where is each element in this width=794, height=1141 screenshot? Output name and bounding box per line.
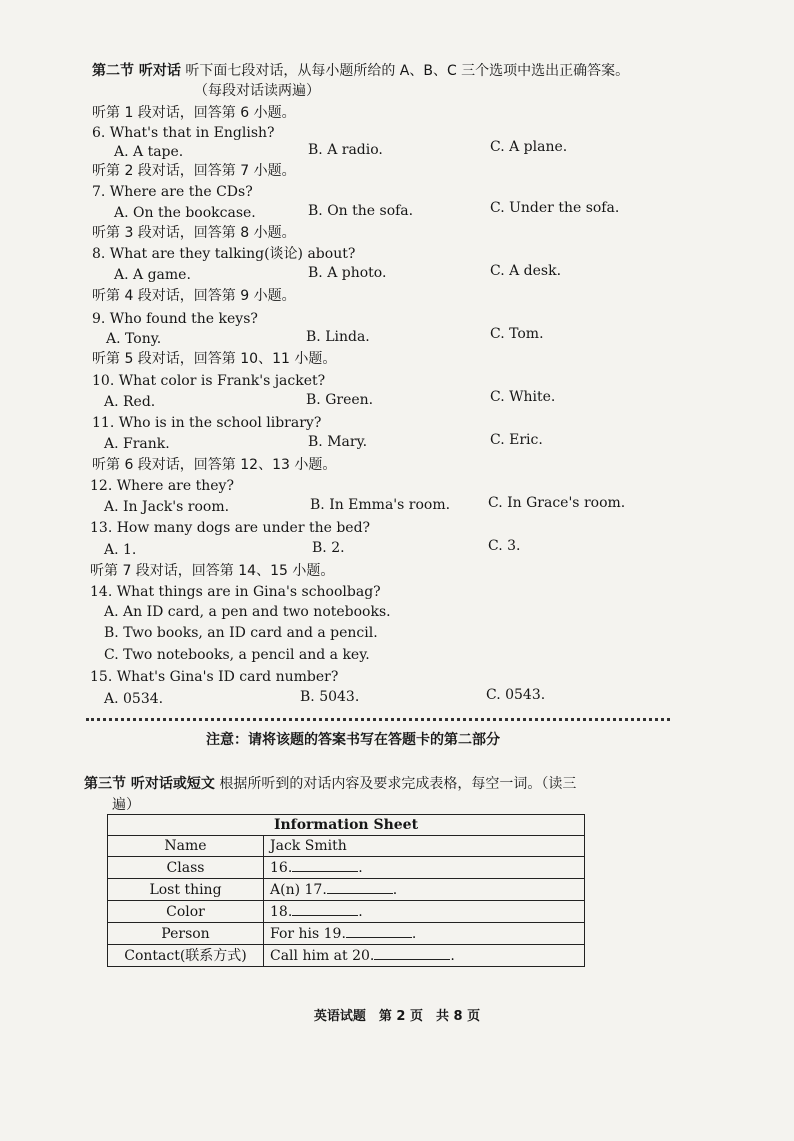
q12-option-a[interactable]: A. In Jack's room.: [104, 499, 230, 515]
question-11: 11. Who is in the school library?: [92, 415, 322, 431]
table-row: [108, 923, 585, 945]
section2-note: （每段对话读两遍）: [194, 83, 320, 99]
blank-18[interactable]: [292, 901, 358, 916]
row-value-name: [264, 836, 585, 857]
q7-option-b[interactable]: B. On the sofa.: [308, 203, 414, 219]
answer-notice: 注意：请将该题的答案书写在答题卡的第二部分: [206, 732, 500, 748]
blank-20[interactable]: [374, 945, 450, 960]
table-title: Information Sheet: [108, 815, 585, 836]
q12-option-c[interactable]: C. In Grace's room.: [488, 495, 626, 511]
q8-option-a[interactable]: A. A game.: [114, 267, 191, 283]
q9-option-a[interactable]: A. Tony.: [106, 331, 162, 347]
dialog-4-intro: 听第 4 段对话，回答第 9 小题。: [92, 288, 296, 304]
dialog-2-intro: 听第 2 段对话，回答第 7 小题。: [92, 163, 296, 179]
lost-thing-suffix: .: [392, 882, 398, 898]
q15-option-a[interactable]: A. 0534.: [104, 691, 164, 707]
q11-option-a[interactable]: A. Frank.: [104, 436, 170, 452]
q8-option-b[interactable]: B. A photo.: [308, 265, 387, 281]
class-prefix: 16.: [270, 860, 293, 876]
contact-suffix: .: [450, 948, 455, 964]
q14-option-c[interactable]: C. Two notebooks, a pencil and a key.: [104, 647, 370, 663]
question-8: 8. What are they talking(谈论) about?: [92, 246, 356, 262]
class-suffix: .: [358, 860, 363, 876]
color-suffix: .: [358, 904, 363, 920]
q13-option-b[interactable]: B. 2.: [312, 540, 345, 556]
section3-instruction: 根据所听到的对话内容及要求完成表格，每空一词。（读三: [219, 776, 577, 792]
q10-option-a[interactable]: A. Red.: [104, 394, 156, 410]
name-value: Jack Smith: [270, 838, 347, 854]
information-sheet-table: [107, 814, 585, 967]
question-15: 15. What's Gina's ID card number?: [90, 669, 339, 685]
q7-option-c[interactable]: C. Under the sofa.: [490, 200, 620, 216]
contact-prefix: Call him at 20.: [270, 948, 375, 964]
dialog-3-intro: 听第 3 段对话，回答第 8 小题。: [92, 225, 296, 241]
blank-17[interactable]: [327, 879, 393, 894]
q15-option-b[interactable]: B. 5043.: [300, 689, 360, 705]
q14-option-a[interactable]: A. An ID card, a pen and two notebooks.: [104, 604, 391, 620]
section3-heading: 第三节 听对话或短文: [84, 776, 215, 792]
row-label-lost-thing: Lost thing: [108, 879, 264, 901]
q15-option-c[interactable]: C. 0543.: [486, 687, 546, 703]
q6-option-a[interactable]: A. A tape.: [114, 144, 184, 160]
q6-option-c[interactable]: C. A plane.: [490, 139, 568, 155]
section3-title-line: [84, 775, 576, 793]
row-label-contact: Contact(联系方式): [108, 945, 264, 967]
question-12: 12. Where are they?: [90, 478, 234, 494]
q6-option-b[interactable]: B. A radio.: [308, 142, 383, 158]
q9-option-b[interactable]: B. Linda.: [306, 329, 370, 345]
person-suffix: .: [411, 926, 417, 942]
table-row: [108, 857, 585, 879]
table-row: [108, 901, 585, 923]
section3-instruction-cont: 遍）: [112, 797, 140, 813]
q14-option-b[interactable]: B. Two books, an ID card and a pencil.: [104, 625, 378, 641]
question-14: 14. What things are in Gina's schoolbag?: [90, 584, 381, 600]
table-row: [108, 879, 585, 901]
q10-option-c[interactable]: C. White.: [490, 389, 556, 405]
row-value-lost-thing: [264, 879, 585, 901]
row-value-person: [264, 923, 585, 945]
row-value-contact: [264, 945, 585, 967]
question-6: 6. What's that in English?: [92, 125, 275, 141]
section2-heading: 第二节 听对话: [92, 63, 181, 79]
question-10: 10. What color is Frank's jacket?: [92, 373, 326, 389]
section2-instruction: 听下面七段对话，从每小题所给的 A、B、C 三个选项中选出正确答案。: [185, 63, 630, 79]
color-prefix: 18.: [270, 904, 293, 920]
row-label-name: Name: [108, 836, 264, 857]
row-value-color: [264, 901, 585, 923]
blank-19[interactable]: [346, 923, 412, 938]
question-7: 7. Where are the CDs?: [92, 184, 253, 200]
row-label-person: Person: [108, 923, 264, 945]
q12-option-b[interactable]: B. In Emma's room.: [310, 497, 451, 513]
person-prefix: For his 19.: [270, 926, 346, 942]
q13-option-a[interactable]: A. 1.: [104, 542, 137, 558]
q10-option-b[interactable]: B. Green.: [306, 392, 374, 408]
section2-title-line: [92, 62, 629, 80]
dialog-6-intro: 听第 6 段对话，回答第 12、13 小题。: [92, 457, 337, 473]
dialog-5-intro: 听第 5 段对话，回答第 10、11 小题。: [92, 351, 337, 367]
q7-option-a[interactable]: A. On the bookcase.: [114, 205, 256, 221]
row-value-class: [264, 857, 585, 879]
q11-option-c[interactable]: C. Eric.: [490, 432, 543, 448]
dialog-7-intro: 听第 7 段对话，回答第 14、15 小题。: [90, 563, 335, 579]
lost-thing-prefix: A(n) 17.: [270, 882, 327, 898]
q8-option-c[interactable]: C. A desk.: [490, 263, 562, 279]
table-row: [108, 945, 585, 967]
q13-option-c[interactable]: C. 3.: [488, 538, 521, 554]
question-13: 13. How many dogs are under the bed?: [90, 520, 371, 536]
q11-option-b[interactable]: B. Mary.: [308, 434, 368, 450]
dotted-divider: [86, 718, 670, 721]
page-footer: 英语试题 第 2 页 共 8 页: [313, 1009, 481, 1024]
question-9: 9. Who found the keys?: [92, 311, 258, 327]
q9-option-c[interactable]: C. Tom.: [490, 326, 544, 342]
dialog-1-intro: 听第 1 段对话，回答第 6 小题。: [92, 105, 296, 121]
table-row: [108, 836, 585, 857]
blank-16[interactable]: [292, 857, 358, 872]
row-label-class: Class: [108, 857, 264, 879]
row-label-color: Color: [108, 901, 264, 923]
